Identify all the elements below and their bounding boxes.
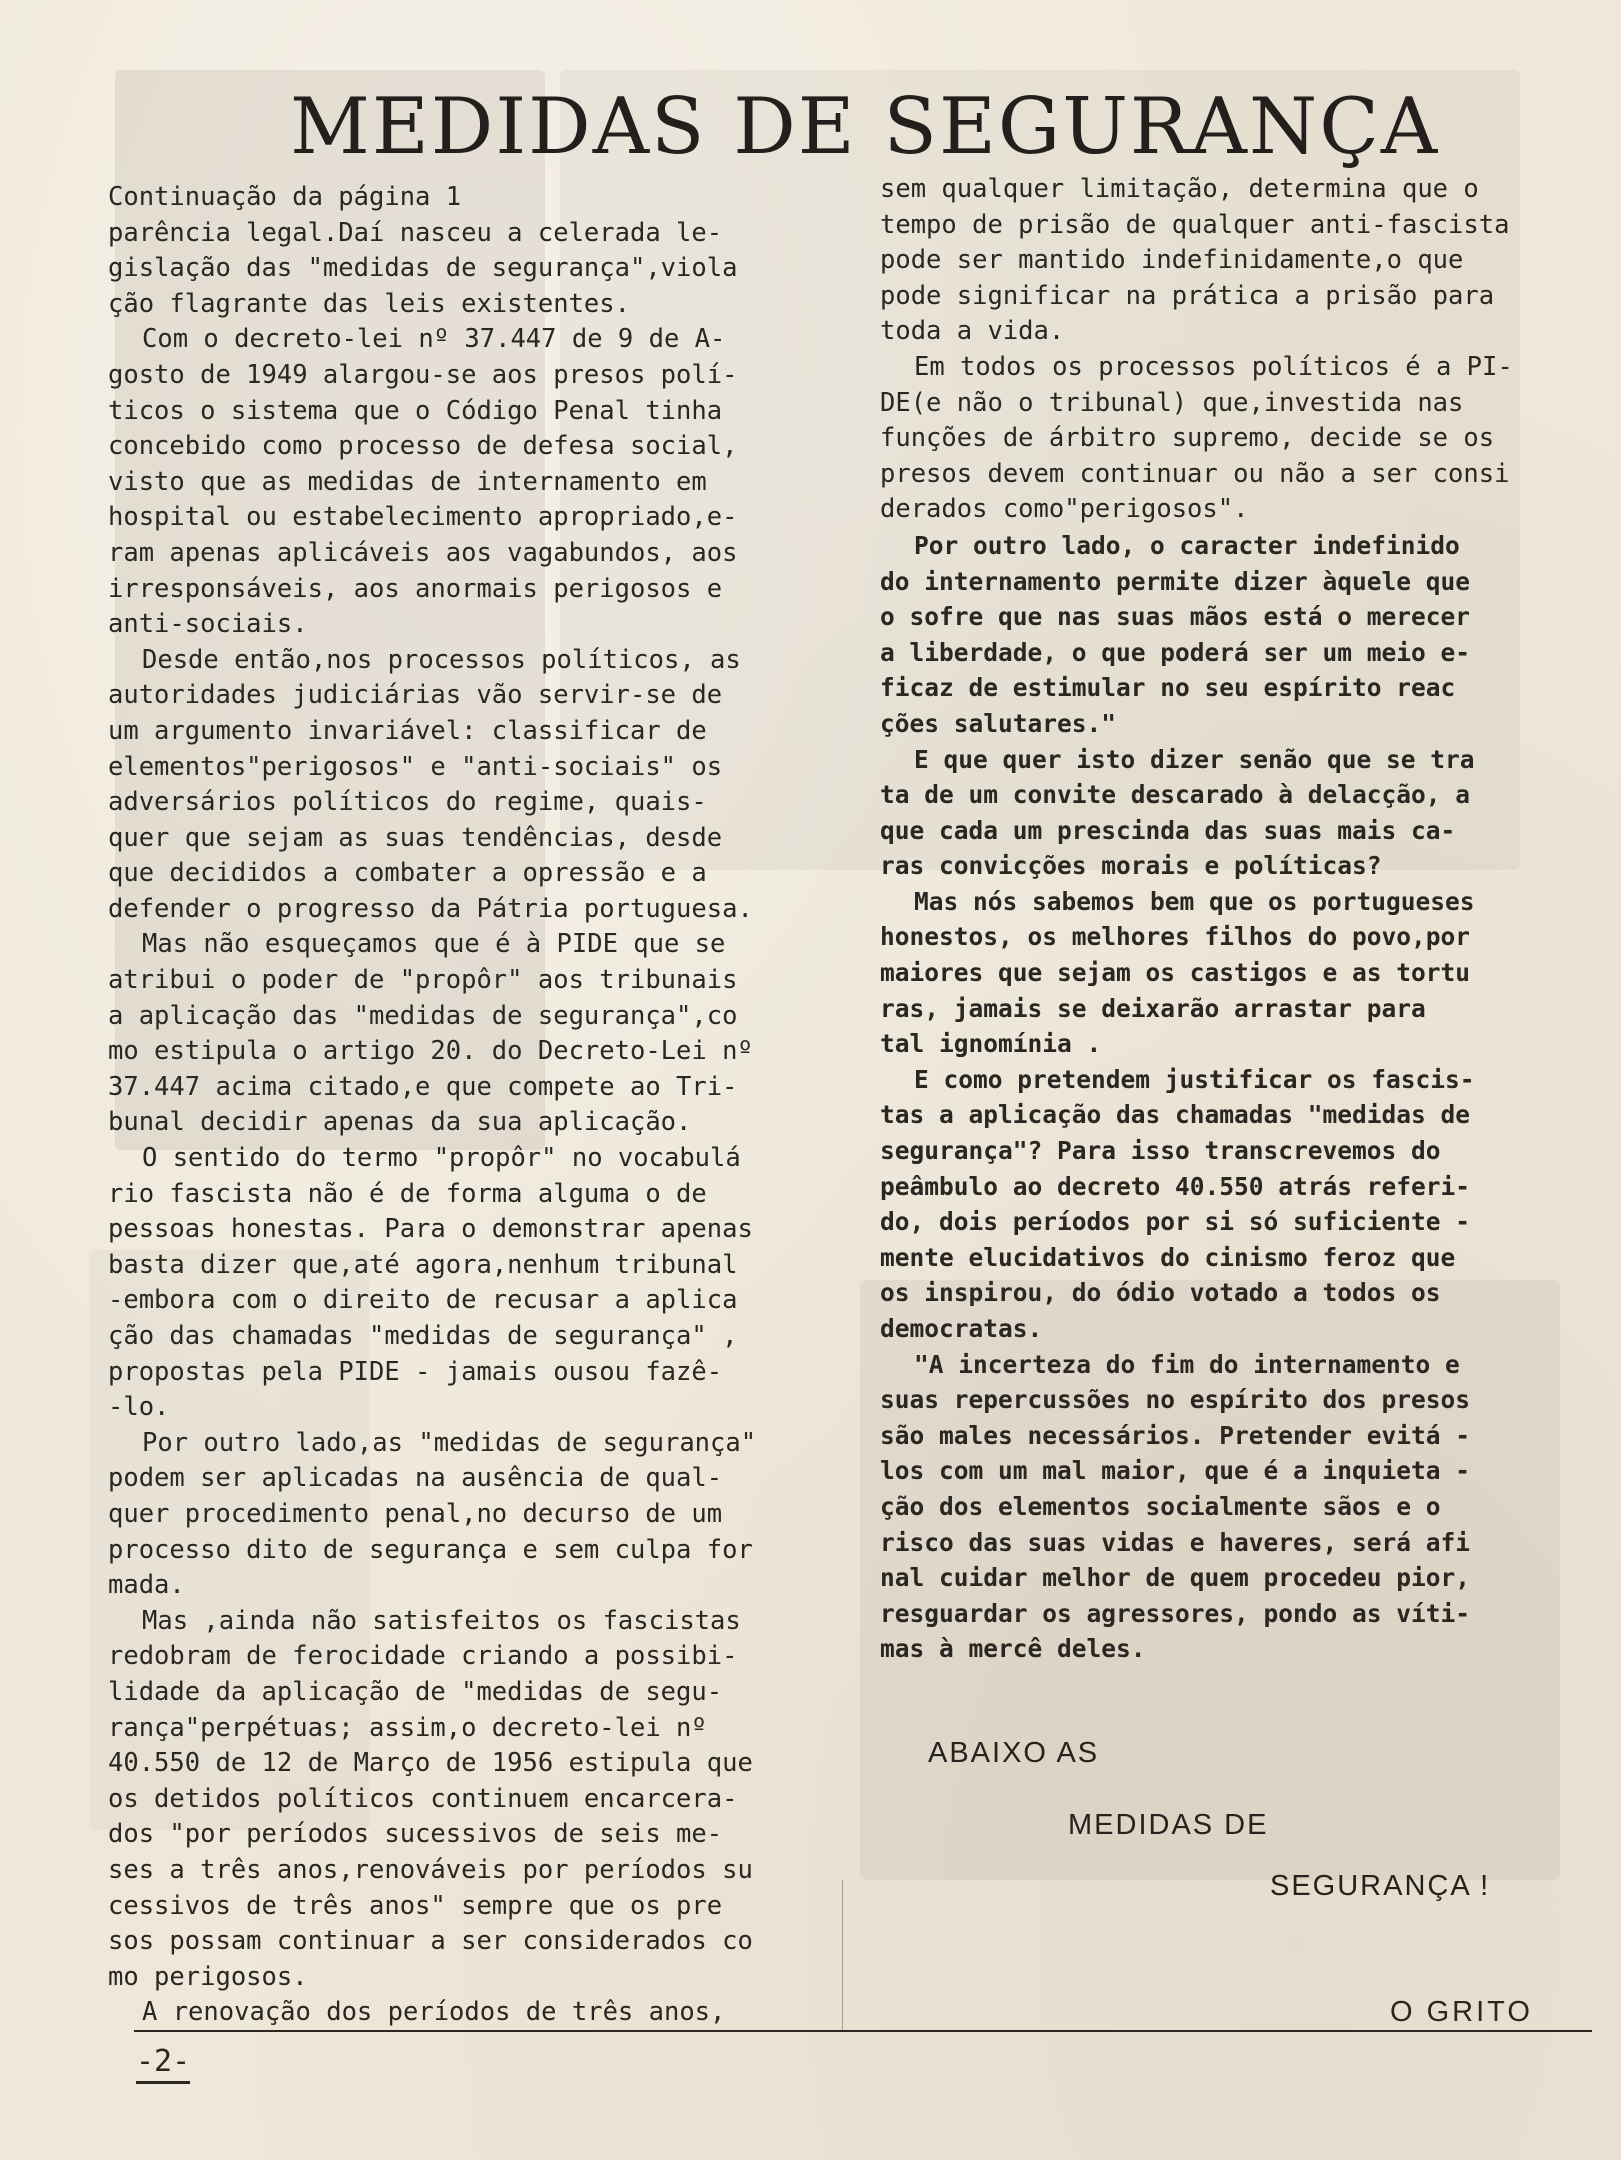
paragraph: sem qualquer limitação, determina que o tempo de prisão de qualquer anti-fascista pode ser mantido indefinidamente,o que pode significar na prática a prisão para toda a vida. [880, 174, 1510, 347]
paragraph: Por outro lado,as "medidas de segurança" podem ser aplicadas na ausência de qual- quer procedimento penal,no decurso de um processo dito de segurança e sem culpa for mada. [108, 1427, 757, 1601]
paragraph: Mas não esqueçamos que é à PIDE que se atribui o poder de "propôr" aos tribunais a aplicação das "medidas de segurança",co mo estipula o artigo 20. do Decreto-Lei nº 37.447 acima citado,e que compete ao Tri- bunal decidir apenas da sua aplicação. [108, 929, 753, 1138]
paragraph: A renovação dos períodos de três anos, [142, 1997, 726, 2028]
paragraph: Mas ,ainda não satisfeitos os fascistas redobram de ferocidade criando a possibi- lidade da aplicação de "medidas de segu- rança"perpétuas; assim,o decreto-lei nº 40.550 de 12 de Março de 1956 estipula que os detidos políticos continuem encarcera- dos "por períodos sucessivos de seis me- ses a três anos,renováveis por períodos su cessivos de três anos" sempre que os pre sos possam continuar a ser considerados co mo perigosos. [108, 1605, 753, 1992]
paragraph: Mas nós sabemos bem que os portugueses honestos, os melhores filhos do povo,por maiores que sejam os castigos e as tortu ras, jamais se deixarão arrastar para tal ignomínia . [880, 886, 1475, 1059]
continuation-note: Continuação da página 1 [108, 182, 462, 212]
paragraph: O sentido do termo "propôr" no vocabulá rio fascista não é de forma alguma o de pessoas honestas. Para o demonstrar apenas basta dizer que,até agora,nenhum tribunal -embora com o direito de recusar a aplica ção das chamadas "medidas de segurança" , propostas pela PIDE - jamais ousou fazê- -lo. [108, 1143, 753, 1423]
paragraph: parência legal.Daí nasceu a celerada le- gislação das "medidas de segurança",viola ção flagrante das leis existentes. [108, 217, 738, 319]
paragraph: E que quer isto dizer senão que se tra ta de um convite descarado à delacção, a que cada um prescinda das suas mais ca- ras convicções morais e políticas? [880, 744, 1475, 881]
column-divider [842, 1880, 843, 2030]
slogan-line: SEGURANÇA ! [1270, 1870, 1491, 1902]
paragraph: E como pretendem justificar os fascis- tas a aplicação das chamadas "medidas de segurança"? Para isso transcrevemos do peâmbulo ao decreto 40.550 atrás referi- do, dois períodos por si só suficiente - mente elucidativos do cinismo feroz que os inspirou, do ódio votado a todos os democratas. [880, 1064, 1475, 1343]
publication-name: O GRITO [1390, 1996, 1533, 2028]
page-title: MEDIDAS DE SEGURANÇA [290, 82, 1440, 172]
slogan-line: ABAIXO AS [928, 1737, 1100, 1769]
paragraph: Desde então,nos processos políticos, as autoridades judiciárias vão servir-se de um argumento invariável: classificar de elementos"perigosos" e "anti-sociais" os adversários políticos do regime, quais- quer que sejam as suas tendências, desde que decididos a combater a opressão e a defender o progresso da Pátria portuguesa. [108, 644, 753, 924]
footer-rule [134, 2030, 1592, 2032]
right-column [880, 172, 1560, 1667]
slogan-line: MEDIDAS DE [1068, 1809, 1269, 1841]
quote-paragraph: "A incerteza do fim do internamento e suas repercussões no espírito dos presos são males necessários. Pretender evitá - los com um mal maior, que é a inquieta - ção dos elementos socialmente sãos e o risco das suas vidas e haveres, será afi nal cuidar melhor de quem procedeu pior, resguardar os agressores, pondo as víti- mas à mercê deles. [880, 1349, 1471, 1664]
paragraph: Por outro lado, o caracter indefinido do internamento permite dizer àquele que o sofre que nas suas mãos está o merecer a liberdade, o que poderá ser um meio e- ficaz de estimular no seu espírito reac ções salutares." [880, 530, 1471, 738]
paragraph: Com o decreto-lei nº 37.447 de 9 de A- gosto de 1949 alargou-se aos presos polí- ticos o sistema que o Código Penal tinha concebido como processo de defesa social, visto que as medidas de internamento em hospital ou estabelecimento apropriado,e- ram apenas aplicáveis aos vagabundos, aos irresponsáveis, aos anormais perigosos e anti-sociais. [108, 324, 738, 640]
page-number: -2- [136, 2044, 190, 2084]
left-column [108, 180, 776, 2031]
paragraph: Em todos os processos políticos é a PI- DE(e não o tribunal) que,investida nas funções de árbitro supremo, decide se os presos devem continuar ou não a ser consi derados como"perigosos". [880, 351, 1513, 525]
